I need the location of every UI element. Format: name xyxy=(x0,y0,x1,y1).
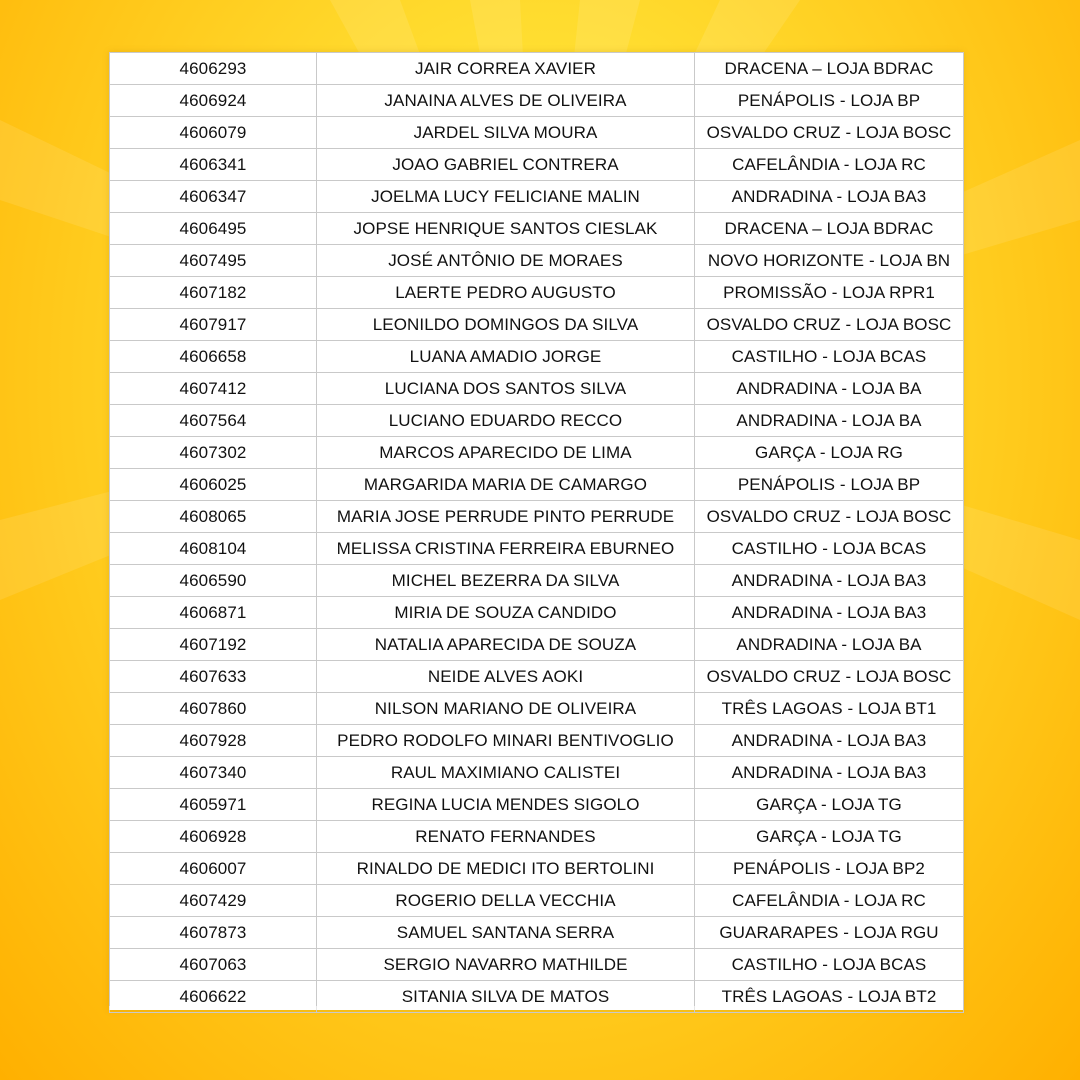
store-cell: OSVALDO CRUZ - LOJA BOSC xyxy=(695,501,964,533)
employee-code-cell: 4606590 xyxy=(110,565,317,597)
employee-name-cell: SERGIO NAVARRO MATHILDE xyxy=(317,949,695,981)
store-cell: CAFELÂNDIA - LOJA RC xyxy=(695,149,964,181)
store-cell: ANDRADINA - LOJA BA3 xyxy=(695,597,964,629)
employee-code-cell: 4607873 xyxy=(110,917,317,949)
employee-code-cell: 4607495 xyxy=(110,245,317,277)
table-row xyxy=(110,117,964,149)
table-row xyxy=(110,277,964,309)
employee-name-cell: LUCIANO EDUARDO RECCO xyxy=(317,405,695,437)
table-row xyxy=(110,917,964,949)
employee-name-cell: MICHEL BEZERRA DA SILVA xyxy=(317,565,695,597)
employee-code-cell: 4606924 xyxy=(110,85,317,117)
table-row xyxy=(110,661,964,693)
employee-name-cell: JANAINA ALVES DE OLIVEIRA xyxy=(317,85,695,117)
table-row xyxy=(110,533,964,565)
employee-code-cell: 4606622 xyxy=(110,981,317,1013)
roster-table xyxy=(109,52,964,1013)
table-row xyxy=(110,181,964,213)
employee-code-cell: 4606079 xyxy=(110,117,317,149)
table-row xyxy=(110,757,964,789)
table-row xyxy=(110,693,964,725)
table-row xyxy=(110,469,964,501)
employee-code-cell: 4607917 xyxy=(110,309,317,341)
employee-name-cell: NATALIA APARECIDA DE SOUZA xyxy=(317,629,695,661)
store-cell: TRÊS LAGOAS - LOJA BT1 xyxy=(695,693,964,725)
employee-name-cell: JOAO GABRIEL CONTRERA xyxy=(317,149,695,181)
employee-code-cell: 4606658 xyxy=(110,341,317,373)
employee-store-table xyxy=(109,52,963,1010)
table-row xyxy=(110,821,964,853)
store-cell: GARÇA - LOJA RG xyxy=(695,437,964,469)
employee-code-cell: 4608104 xyxy=(110,533,317,565)
employee-code-cell: 4607302 xyxy=(110,437,317,469)
store-cell: CASTILHO - LOJA BCAS xyxy=(695,533,964,565)
store-cell: TRÊS LAGOAS - LOJA BT2 xyxy=(695,981,964,1013)
employee-code-cell: 4607412 xyxy=(110,373,317,405)
store-cell: CASTILHO - LOJA BCAS xyxy=(695,949,964,981)
employee-code-cell: 4606025 xyxy=(110,469,317,501)
table-row xyxy=(110,341,964,373)
employee-code-cell: 4607860 xyxy=(110,693,317,725)
employee-code-cell: 4606007 xyxy=(110,853,317,885)
employee-code-cell: 4607182 xyxy=(110,277,317,309)
employee-code-cell: 4606293 xyxy=(110,53,317,85)
table-row xyxy=(110,885,964,917)
store-cell: PENÁPOLIS - LOJA BP xyxy=(695,469,964,501)
store-cell: PENÁPOLIS - LOJA BP2 xyxy=(695,853,964,885)
employee-code-cell: 4606341 xyxy=(110,149,317,181)
employee-code-cell: 4607063 xyxy=(110,949,317,981)
store-cell: ANDRADINA - LOJA BA3 xyxy=(695,757,964,789)
employee-code-cell: 4608065 xyxy=(110,501,317,533)
table-row xyxy=(110,725,964,757)
store-cell: CASTILHO - LOJA BCAS xyxy=(695,341,964,373)
employee-name-cell: MELISSA CRISTINA FERREIRA EBURNEO xyxy=(317,533,695,565)
store-cell: NOVO HORIZONTE - LOJA BN xyxy=(695,245,964,277)
employee-code-cell: 4606495 xyxy=(110,213,317,245)
employee-code-cell: 4607192 xyxy=(110,629,317,661)
store-cell: OSVALDO CRUZ - LOJA BOSC xyxy=(695,661,964,693)
store-cell: PROMISSÃO - LOJA RPR1 xyxy=(695,277,964,309)
table-row xyxy=(110,853,964,885)
employee-name-cell: JOSÉ ANTÔNIO DE MORAES xyxy=(317,245,695,277)
employee-name-cell: LAERTE PEDRO AUGUSTO xyxy=(317,277,695,309)
table-row xyxy=(110,309,964,341)
store-cell: DRACENA – LOJA BDRAC xyxy=(695,53,964,85)
employee-name-cell: REGINA LUCIA MENDES SIGOLO xyxy=(317,789,695,821)
store-cell: GARÇA - LOJA TG xyxy=(695,789,964,821)
roster-body xyxy=(110,53,964,1013)
table-row xyxy=(110,597,964,629)
table-row xyxy=(110,53,964,85)
employee-name-cell: JOELMA LUCY FELICIANE MALIN xyxy=(317,181,695,213)
employee-code-cell: 4607340 xyxy=(110,757,317,789)
employee-name-cell: ROGERIO DELLA VECCHIA xyxy=(317,885,695,917)
employee-name-cell: MIRIA DE SOUZA CANDIDO xyxy=(317,597,695,629)
employee-code-cell: 4606347 xyxy=(110,181,317,213)
store-cell: OSVALDO CRUZ - LOJA BOSC xyxy=(695,117,964,149)
store-cell: ANDRADINA - LOJA BA3 xyxy=(695,565,964,597)
store-cell: ANDRADINA - LOJA BA xyxy=(695,405,964,437)
employee-code-cell: 4607564 xyxy=(110,405,317,437)
table-row xyxy=(110,949,964,981)
store-cell: ANDRADINA - LOJA BA xyxy=(695,629,964,661)
employee-code-cell: 4607429 xyxy=(110,885,317,917)
table-row xyxy=(110,565,964,597)
employee-name-cell: RENATO FERNANDES xyxy=(317,821,695,853)
employee-name-cell: NILSON MARIANO DE OLIVEIRA xyxy=(317,693,695,725)
table-row xyxy=(110,373,964,405)
employee-name-cell: LUCIANA DOS SANTOS SILVA xyxy=(317,373,695,405)
employee-code-cell: 4607928 xyxy=(110,725,317,757)
table-row xyxy=(110,213,964,245)
employee-name-cell: PEDRO RODOLFO MINARI BENTIVOGLIO xyxy=(317,725,695,757)
employee-name-cell: LUANA AMADIO JORGE xyxy=(317,341,695,373)
store-cell: DRACENA – LOJA BDRAC xyxy=(695,213,964,245)
table-row xyxy=(110,85,964,117)
employee-name-cell: MARIA JOSE PERRUDE PINTO PERRUDE xyxy=(317,501,695,533)
employee-code-cell: 4605971 xyxy=(110,789,317,821)
employee-name-cell: MARGARIDA MARIA DE CAMARGO xyxy=(317,469,695,501)
store-cell: CAFELÂNDIA - LOJA RC xyxy=(695,885,964,917)
employee-name-cell: SITANIA SILVA DE MATOS xyxy=(317,981,695,1013)
store-cell: GUARARAPES - LOJA RGU xyxy=(695,917,964,949)
store-cell: OSVALDO CRUZ - LOJA BOSC xyxy=(695,309,964,341)
employee-name-cell: SAMUEL SANTANA SERRA xyxy=(317,917,695,949)
table-row xyxy=(110,245,964,277)
table-row xyxy=(110,149,964,181)
table-row xyxy=(110,501,964,533)
store-cell: ANDRADINA - LOJA BA xyxy=(695,373,964,405)
employee-name-cell: MARCOS APARECIDO DE LIMA xyxy=(317,437,695,469)
store-cell: GARÇA - LOJA TG xyxy=(695,821,964,853)
table-row xyxy=(110,629,964,661)
table-row xyxy=(110,405,964,437)
store-cell: ANDRADINA - LOJA BA3 xyxy=(695,181,964,213)
employee-name-cell: RINALDO DE MEDICI ITO BERTOLINI xyxy=(317,853,695,885)
employee-code-cell: 4607633 xyxy=(110,661,317,693)
employee-name-cell: RAUL MAXIMIANO CALISTEI xyxy=(317,757,695,789)
table-row xyxy=(110,437,964,469)
employee-name-cell: JARDEL SILVA MOURA xyxy=(317,117,695,149)
employee-name-cell: NEIDE ALVES AOKI xyxy=(317,661,695,693)
store-cell: PENÁPOLIS - LOJA BP xyxy=(695,85,964,117)
employee-name-cell: JAIR CORREA XAVIER xyxy=(317,53,695,85)
employee-name-cell: LEONILDO DOMINGOS DA SILVA xyxy=(317,309,695,341)
table-bottom-edge xyxy=(109,1006,963,1010)
employee-code-cell: 4606928 xyxy=(110,821,317,853)
store-cell: ANDRADINA - LOJA BA3 xyxy=(695,725,964,757)
employee-code-cell: 4606871 xyxy=(110,597,317,629)
employee-name-cell: JOPSE HENRIQUE SANTOS CIESLAK xyxy=(317,213,695,245)
table-row xyxy=(110,789,964,821)
